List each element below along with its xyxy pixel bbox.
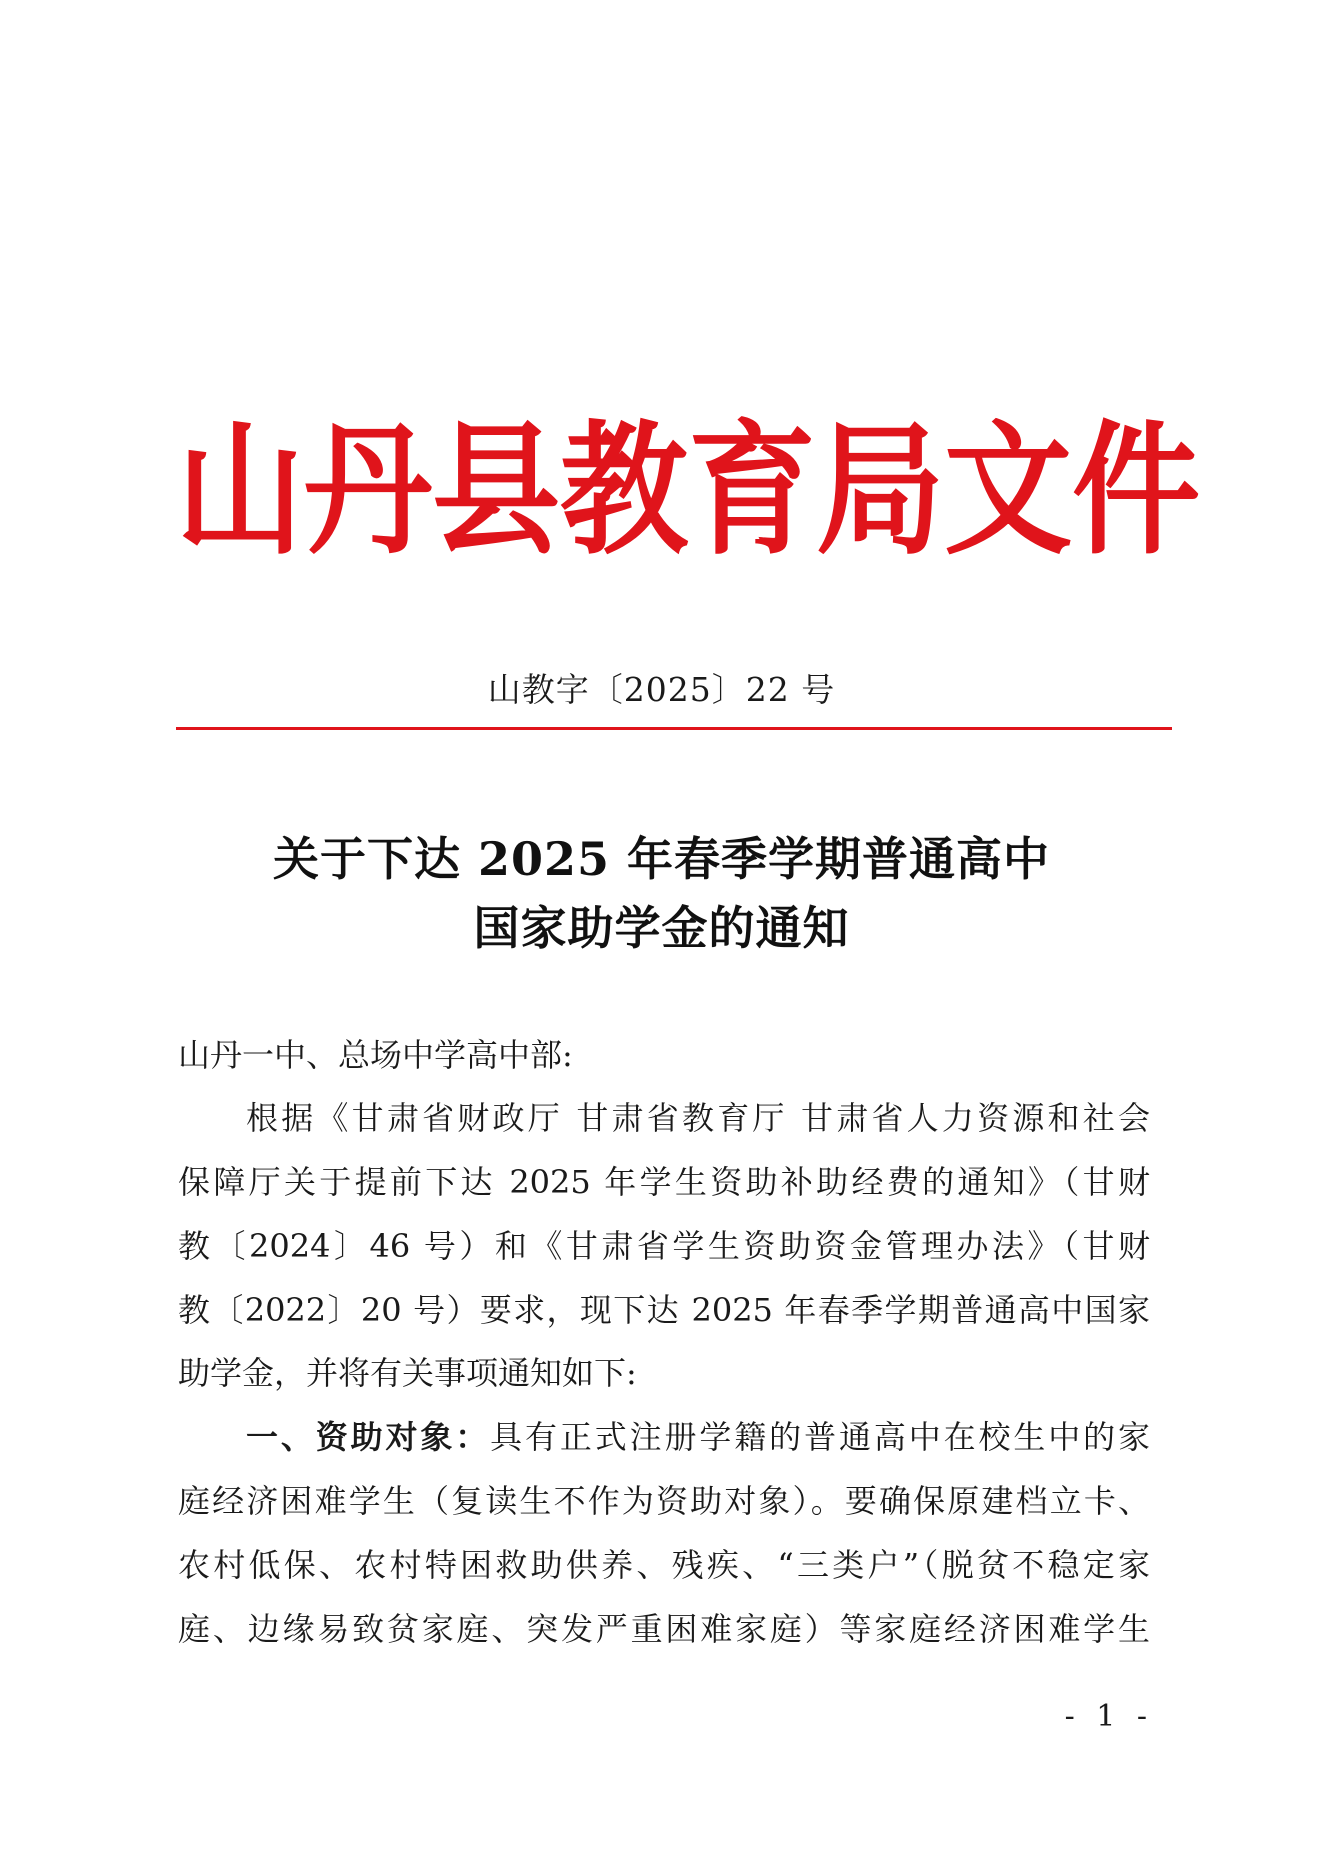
paragraph-line: 保障厅关于提前下达 2025 年学生资助补助经费的通知》（甘财 — [178, 1163, 1150, 1201]
masthead-char: 文 — [944, 408, 1073, 575]
page-number: - 1 - — [1064, 1699, 1153, 1734]
paragraph-line: 根据《甘肃省财政厅 甘肃省教育厅 甘肃省人力资源和社会 — [246, 1099, 1150, 1137]
paragraph-line: 助学金，并将有关事项通知如下: — [178, 1354, 637, 1392]
masthead-char: 育 — [688, 408, 817, 575]
masthead-char: 县 — [432, 408, 561, 575]
red-divider-line — [176, 727, 1172, 730]
paragraph-line: 教〔2024〕46 号）和《甘肃省学生资助资金管理办法》（甘财 — [178, 1227, 1150, 1265]
section-1-heading: 一、资助对象： — [246, 1418, 491, 1456]
masthead-char: 局 — [816, 408, 945, 575]
salutation: 山丹一中、总场中学高中部: — [178, 1036, 573, 1074]
paragraph-line: 庭经济困难学生（复读生不作为资助对象）。要确保原建档立卡、 — [178, 1482, 1150, 1520]
document-masthead — [176, 408, 1201, 575]
paragraph-line: 农村低保、农村特困救助供养、残疾、“三类户”（脱贫不稳定家 — [178, 1546, 1150, 1584]
document-number: 山教字〔2025〕22 号 — [487, 670, 836, 709]
document-title-line-2: 国家助学金的通知 — [473, 901, 850, 955]
masthead-char: 件 — [1072, 408, 1201, 575]
paragraph-line: 教〔2022〕20 号）要求，现下达 2025 年春季学期普通高中国家 — [178, 1291, 1150, 1329]
masthead-char: 丹 — [304, 408, 433, 575]
document-title-line-1: 关于下达 2025 年春季学期普通高中 — [272, 832, 1051, 886]
paragraph-line: 庭、边缘易致贫家庭、突发严重困难家庭）等家庭经济困难学生 — [178, 1610, 1150, 1648]
masthead-char: 教 — [560, 408, 689, 575]
masthead-char: 山 — [176, 408, 305, 575]
section-1-first-line — [246, 1417, 1150, 1457]
section-1-text: 具有正式注册学籍的普通高中在校生中的家 — [490, 1418, 1150, 1456]
